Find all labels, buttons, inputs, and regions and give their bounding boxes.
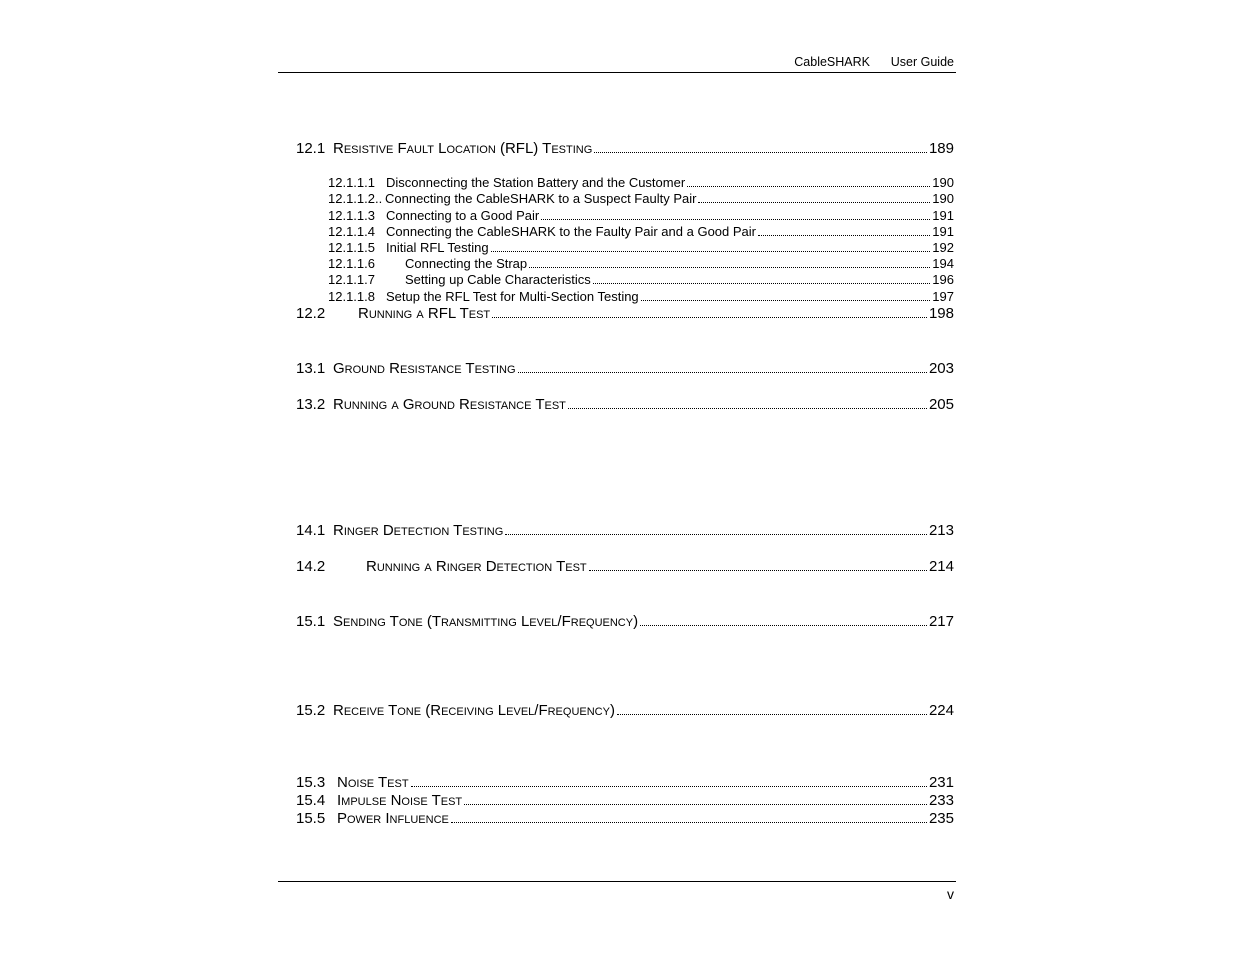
dot-leader [529, 257, 930, 268]
page-number: v [947, 886, 954, 902]
toc-number: 12.2 [296, 305, 326, 322]
toc-title: Impulse Noise Test [337, 792, 463, 809]
toc-page: 194 [932, 256, 954, 271]
dot-leader [594, 140, 927, 153]
toc-title: Resistive Fault Location (RFL) Testing [333, 140, 593, 157]
toc-page: 205 [928, 396, 954, 413]
toc-entry-12-2[interactable] [296, 305, 954, 323]
toc-number: 15.1 [296, 613, 326, 630]
toc-number: 14.1 [296, 522, 326, 539]
toc-page: 189 [928, 140, 954, 157]
toc-entry-15-1[interactable] [296, 613, 954, 631]
toc-title: Connecting the CableSHARK to a Suspect Faulty Pair [385, 191, 697, 206]
toc-title: Running a Ground Resistance Test [333, 396, 566, 413]
toc-number: 15.4 [296, 792, 326, 809]
toc-page: 233 [928, 792, 954, 809]
toc-title: Noise Test [337, 774, 409, 791]
toc-title: Setup the RFL Test for Multi-Section Testing [386, 289, 639, 304]
toc-page: 197 [932, 289, 954, 304]
toc-entry-13-1[interactable] [296, 360, 954, 378]
toc-number: 12.1.1.4 [328, 224, 375, 239]
toc-number: 15.2 [296, 702, 326, 719]
toc-page: 203 [928, 360, 954, 377]
toc-entry-12-1-1-3[interactable] [328, 208, 954, 224]
toc-entry-12-1-1-5[interactable] [328, 240, 954, 256]
toc-title: Ground Resistance Testing [333, 360, 516, 377]
dot-leader [698, 192, 930, 203]
dot-leader [518, 360, 927, 373]
page-footer [278, 881, 956, 902]
toc-number: 12.1.1.8 [328, 289, 375, 304]
toc-entry-12-1-1-6[interactable] [328, 256, 954, 272]
toc-page: 191 [932, 208, 954, 223]
toc-entry-15-5[interactable] [296, 810, 954, 828]
toc-title: Running a Ringer Detection Test [366, 558, 587, 575]
toc-entry-15-3[interactable] [296, 774, 954, 792]
toc-title: Connecting to a Good Pair [386, 208, 540, 223]
dot-leader [464, 792, 927, 805]
header-doc-title: User Guide [890, 55, 954, 69]
dot-leader [589, 558, 927, 571]
dot-leader [641, 290, 931, 301]
toc-number: 12.1.1.2.. [328, 191, 383, 206]
toc-title: Connecting the Strap [405, 256, 528, 271]
toc-title: Initial RFL Testing [386, 240, 489, 255]
toc-number: 12.1.1.6 [328, 256, 375, 271]
dot-leader [617, 702, 927, 715]
dot-leader [758, 225, 930, 236]
dot-leader [492, 305, 927, 318]
dot-leader [568, 396, 927, 409]
toc-entry-14-1[interactable] [296, 522, 954, 540]
dot-leader [640, 613, 927, 626]
toc-title: Running a RFL Test [358, 305, 491, 322]
toc-page: 217 [928, 613, 954, 630]
dot-leader [541, 209, 930, 220]
toc-title: Receive Tone (Receiving Level/Frequency) [333, 702, 615, 719]
toc-number: 12.1.1.1 [328, 175, 375, 190]
toc-number: 15.3 [296, 774, 326, 791]
toc-number: 12.1.1.5 [328, 240, 375, 255]
toc-entry-12-1-1-7[interactable] [328, 272, 954, 288]
dot-leader [451, 810, 927, 823]
toc-entry-14-2[interactable] [296, 558, 954, 576]
toc-number: 12.1.1.7 [328, 272, 375, 287]
toc-number: 15.5 [296, 810, 326, 827]
dot-leader [411, 774, 927, 787]
dot-leader [505, 522, 927, 535]
toc-page: 196 [932, 272, 954, 287]
toc-title: Setting up Cable Characteristics [405, 272, 591, 287]
toc-page: 191 [932, 224, 954, 239]
toc-entry-15-2[interactable] [296, 702, 954, 720]
dot-leader [593, 273, 931, 284]
toc-page: 231 [928, 774, 954, 791]
toc-entry-12-1-1-4[interactable] [328, 224, 954, 240]
toc-entry-12-1-1-1[interactable] [328, 175, 954, 191]
toc-number: 13.1 [296, 360, 326, 377]
toc-page: 190 [932, 175, 954, 190]
toc-page: 224 [928, 702, 954, 719]
dot-leader [687, 176, 930, 187]
toc-page: 235 [928, 810, 954, 827]
header-product: CableSHARK [794, 55, 870, 69]
toc-page: 213 [928, 522, 954, 539]
dot-leader [491, 241, 931, 252]
toc-number: 14.2 [296, 558, 326, 575]
toc-title: Connecting the CableSHARK to the Faulty Pair and a Good Pair [386, 224, 756, 239]
toc-entry-12-1-1-2[interactable] [328, 191, 954, 207]
toc-page: 192 [932, 240, 954, 255]
toc-number: 13.2 [296, 396, 326, 413]
toc-page: 214 [928, 558, 954, 575]
toc-entry-15-4[interactable] [296, 792, 954, 810]
toc-title: Disconnecting the Station Battery and the Customer [386, 175, 686, 190]
toc-title: Power Influence [337, 810, 449, 827]
toc-number: 12.1 [296, 140, 326, 157]
toc-title: Sending Tone (Transmitting Level/Frequency) [333, 613, 639, 630]
toc-title: Ringer Detection Testing [333, 522, 504, 539]
toc-number: 12.1.1.3 [328, 208, 375, 223]
toc-page: 190 [932, 191, 954, 206]
page-header [278, 54, 956, 73]
toc-page: 198 [928, 305, 954, 322]
toc-entry-12-1[interactable] [296, 140, 954, 158]
toc-entry-13-2[interactable] [296, 396, 954, 414]
toc-entry-12-1-1-8[interactable] [328, 289, 954, 305]
